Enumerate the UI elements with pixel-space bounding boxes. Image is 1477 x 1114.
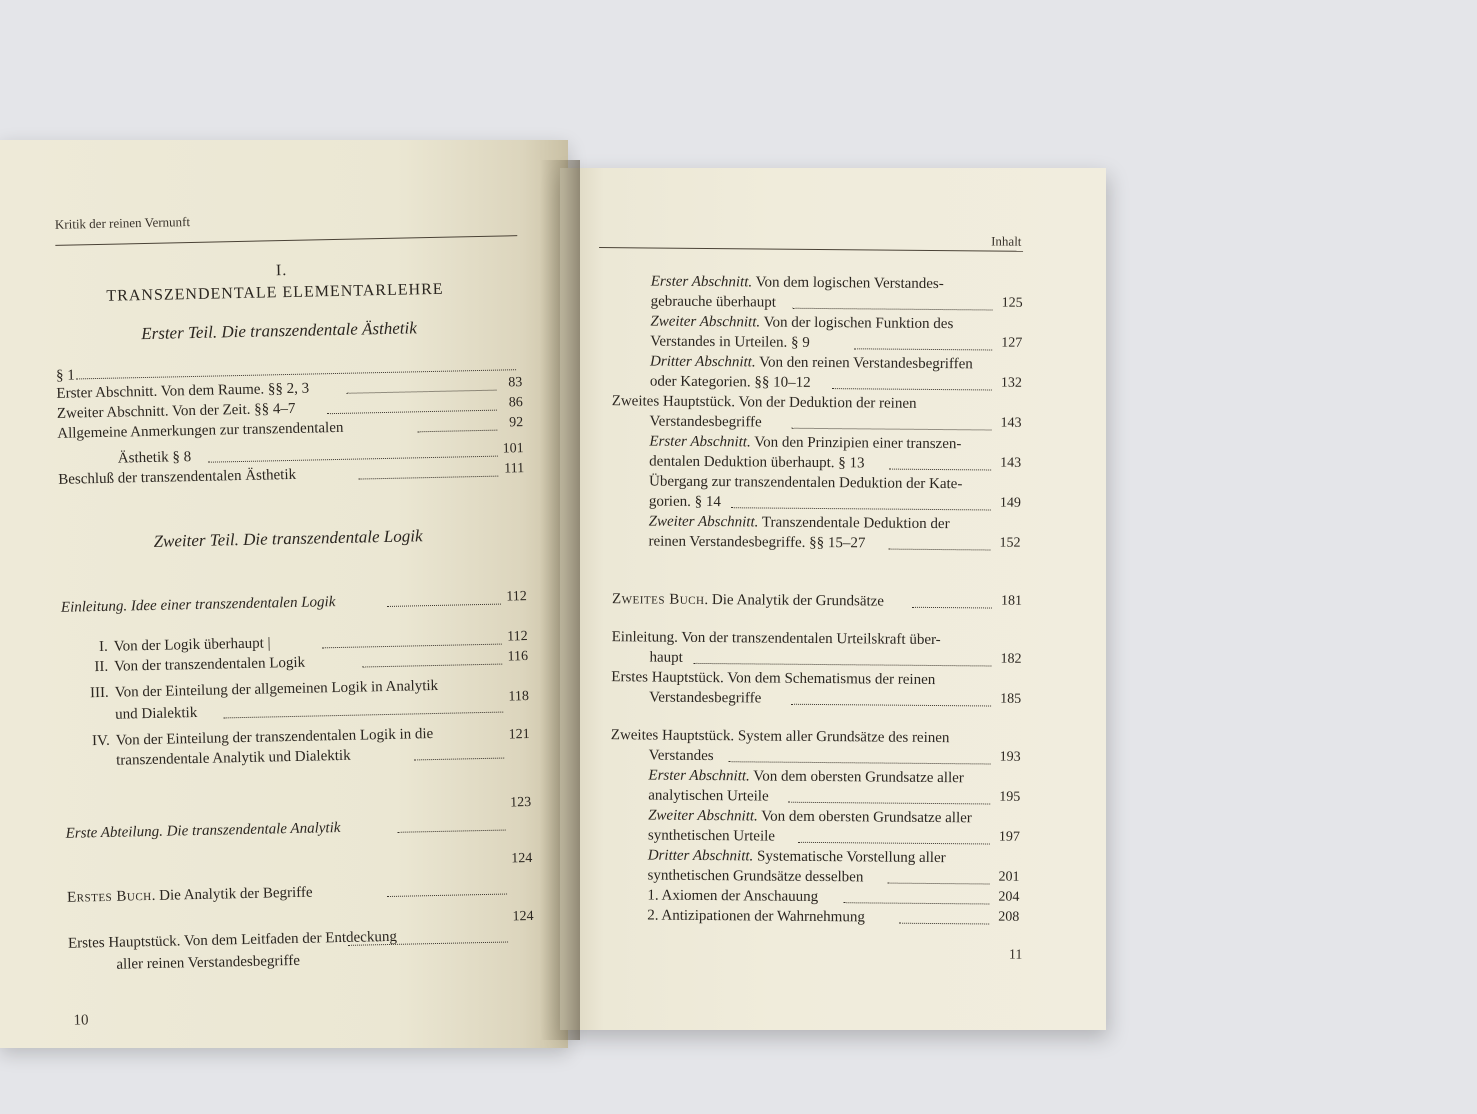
section-label: Erster Abschnitt.: [648, 767, 750, 785]
toc-entry: Einleitung. Von der transzendentalen Urteilskraft über-: [611, 629, 941, 649]
toc-page-number: 124: [511, 850, 533, 867]
toc-entry: und Dialektik: [115, 704, 198, 723]
toc-entry: Ästhetik § 8: [117, 449, 192, 467]
entry-text: Von dem obersten Grundsatze aller: [749, 768, 964, 787]
leader-dots: [888, 883, 990, 885]
toc-entry: Verstandesbegriffe: [649, 689, 762, 707]
entry-text: Von den reinen Verstandesbegriffen: [755, 354, 973, 373]
entry-text: Von dem logischen Verstandes-: [752, 274, 944, 293]
toc-entry: [648, 767, 964, 788]
toc-entry: Von der Einteilung der allgemeinen Logik in Analytik: [114, 677, 439, 701]
toc-page-number: 124: [512, 908, 534, 925]
leader-dots: [788, 802, 990, 805]
toc-page-number: 195: [999, 789, 1021, 805]
entry-text: Von dem obersten Grundsatze aller: [757, 808, 972, 827]
roman-numeral: I.: [98, 638, 108, 656]
toc-entry: analytischen Urteile: [648, 787, 769, 805]
section-label: Zweiter Abschnitt.: [648, 513, 759, 531]
toc-entry: synthetischen Urteile: [647, 827, 776, 845]
toc-entry: [649, 433, 961, 454]
toc-entry: Zweites Hauptstück. Von der Deduktion der reinen: [611, 393, 917, 412]
toc-entry: Erstes Hauptstück. Von dem Leitfaden der Entdeckung: [67, 928, 398, 952]
toc-entry: [650, 313, 953, 334]
toc-entry: gorien. § 14: [648, 493, 721, 511]
toc-entry: § 1: [55, 367, 76, 384]
toc-entry: aller reinen Verstandesbegriffe: [116, 952, 301, 973]
section-label: Erster Abschnitt.: [649, 433, 751, 451]
leader-dots: [793, 308, 993, 311]
leader-dots: [798, 842, 990, 845]
leader-dots: [729, 761, 991, 764]
toc-page-number: 143: [1000, 455, 1022, 471]
running-head-right: Inhalt: [991, 233, 1022, 249]
toc-entry: haupt: [649, 649, 683, 666]
toc-page-number: 132: [1000, 375, 1022, 391]
toc-entry: Zweiter Abschnitt. Von der Zeit. §§ 4–7: [56, 400, 296, 422]
toc-entry: Beschluß der transzendentalen Ästhetik: [58, 466, 297, 488]
roman-numeral: III.: [89, 684, 109, 702]
leader-dots: [791, 428, 991, 431]
toc-entry: transzendentale Analytik und Dialektik: [115, 747, 351, 769]
toc-entry: Verstandesbegriffe: [649, 413, 762, 431]
toc-entry: 2. Antizipationen der Wahrnehmung: [647, 907, 865, 926]
toc-entry: Einleitung. Idee einer transzendentalen Logik: [60, 594, 336, 616]
toc-entry: [612, 590, 884, 610]
roman-numeral: IV.: [91, 732, 110, 750]
toc-entry: Übergang zur transzendentalen Deduktion der Kate-: [648, 473, 963, 493]
section-label: Zweiter Abschnitt.: [650, 313, 761, 331]
entry-text: Systematische Vorstellung aller: [753, 848, 946, 867]
toc-page-number: 83: [508, 375, 523, 391]
toc-page-number: 121: [508, 727, 530, 743]
toc-page-number: 201: [998, 869, 1020, 885]
entry-text: Transzendentale Deduktion der: [758, 514, 950, 533]
toc-page-number: 92: [509, 415, 524, 431]
book-title: . Die Analytik der Grundsätze: [704, 591, 885, 610]
toc-page-number: 193: [999, 749, 1021, 765]
toc-entry: reinen Verstandesbegriffe. §§ 15–27: [648, 533, 866, 552]
header-rule-right: [599, 247, 1023, 252]
leader-dots: [693, 663, 991, 667]
toc-entry: Verstandes in Urteilen. § 9: [650, 333, 810, 351]
page-number-right: 11: [1008, 947, 1023, 963]
toc-page-number: 101: [502, 441, 524, 457]
toc-page-number: 112: [506, 589, 527, 605]
toc-page-number: 152: [999, 535, 1021, 551]
toc-entry: synthetischen Grundsätze desselben: [647, 867, 864, 886]
toc-entry: [651, 273, 944, 294]
leader-dots: [731, 507, 991, 510]
toc-page-number: 143: [1000, 415, 1022, 431]
toc-page-number: 86: [508, 395, 523, 411]
part-title: TRANSZENDENTALE ELEMENTARLEHRE: [106, 280, 444, 305]
toc-page-number: 123: [509, 795, 532, 811]
section-label: Dritter Abschnitt.: [650, 353, 756, 371]
leader-dots: [889, 469, 991, 471]
toc-entry: [649, 513, 950, 534]
toc-entry: Erste Abteilung. Die transzendentale Analytik: [65, 820, 341, 842]
toc-entry: [650, 353, 973, 374]
toc-entry: Von der transzendentalen Logik: [114, 654, 306, 675]
leader-dots: [791, 704, 991, 707]
toc-entry: dentalen Deduktion überhaupt. § 13: [649, 453, 865, 472]
toc-entry: 1. Axiomen der Anschauung: [647, 887, 819, 905]
book-label: Zweites Buch: [611, 591, 705, 608]
toc-entry: oder Kategorien. §§ 10–12: [649, 373, 811, 391]
leader-dots: [912, 607, 992, 609]
toc-entry: gebrauche überhaupt: [650, 293, 777, 311]
book-title: . Die Analytik der Begriffe: [151, 884, 313, 904]
toc-entry: Zweites Hauptstück. System aller Grundsätze des reinen: [610, 727, 950, 747]
leader-dots: [854, 348, 992, 350]
roman-numeral: II.: [94, 658, 109, 676]
toc-page-number: 181: [1000, 593, 1023, 609]
toc-page-number: 116: [507, 649, 529, 665]
toc-entry: [648, 807, 972, 828]
part-number: I.: [275, 261, 288, 280]
running-head-left: Kritik der reinen Vernunft: [54, 214, 191, 232]
section-label: Zweiter Abschnitt.: [648, 807, 758, 825]
section-label: Dritter Abschnitt.: [647, 847, 754, 865]
book-label: Erstes Buch: [66, 887, 152, 906]
toc-page-number: 118: [508, 689, 530, 705]
toc-entry: Allgemeine Anmerkungen zur transzendentalen: [57, 419, 344, 442]
toc-page-number: 111: [504, 461, 525, 477]
page-number-left: 10: [73, 1012, 89, 1029]
toc-page-number: 127: [1001, 335, 1023, 351]
leader-dots: [832, 388, 992, 390]
toc-entry: [648, 847, 946, 868]
leader-dots: [843, 902, 989, 904]
toc-page-number: 197: [998, 829, 1021, 845]
toc-entry: Erstes Hauptstück. Von dem Schematismus der reinen: [611, 669, 936, 689]
entry-text: Von der logischen Funktion des: [760, 314, 954, 333]
toc-page-number: 125: [1001, 295, 1023, 311]
leader-dots: [899, 923, 989, 925]
toc-page-number: 208: [998, 909, 1020, 925]
toc-page-number: 185: [1000, 691, 1022, 707]
second-part-heading: Zweiter Teil. Die transzendentale Logik: [153, 526, 423, 551]
toc-entry: Von der Einteilung der transzendentalen Logik in die: [115, 726, 434, 749]
toc-page-number: 149: [999, 495, 1021, 511]
toc-entry: Von der Logik überhaupt |: [113, 635, 271, 655]
toc-page-number: 182: [1000, 651, 1022, 667]
toc-page-number: 112: [507, 629, 528, 645]
section-label: Erster Abschnitt.: [650, 273, 753, 291]
entry-text: Von den Prinzipien einer transzen-: [750, 434, 962, 453]
toc-entry: Erster Abschnitt. Von dem Raume. §§ 2, 3: [56, 380, 310, 402]
leader-dots: [888, 549, 990, 551]
first-part-heading: Erster Teil. Die transzendentale Ästhetik: [141, 318, 417, 344]
toc-page-number: 204: [998, 889, 1020, 905]
toc-entry: Verstandes: [648, 747, 714, 765]
